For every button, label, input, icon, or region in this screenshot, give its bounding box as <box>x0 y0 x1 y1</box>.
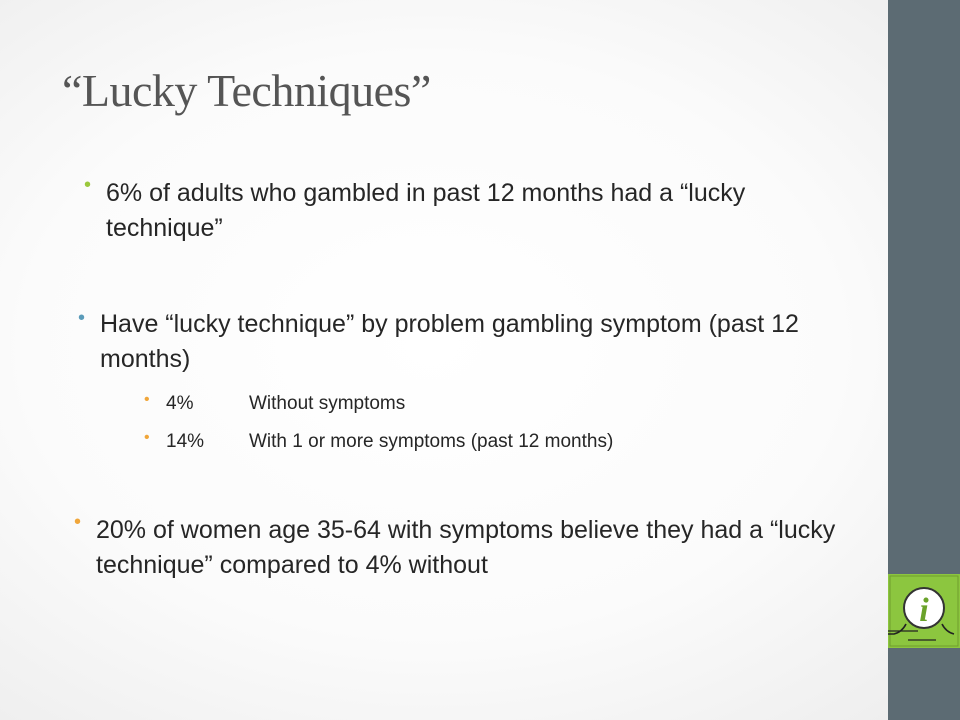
sub-bullet-percent: 4% <box>166 393 194 414</box>
bullet-dot: • <box>84 174 92 196</box>
bullet-text: Have “lucky technique” by problem gambling symptom (past 12 months) <box>100 310 799 373</box>
sub-bullet-dot: • <box>144 429 150 446</box>
sub-bullet-label: With 1 or more symptoms (past 12 months) <box>249 431 614 452</box>
bullet-item-by-symptom <box>78 307 840 377</box>
bullet-item-women-35-64 <box>74 511 856 583</box>
sub-bullet-without-symptoms <box>144 391 406 415</box>
info-icon-graphic <box>888 574 960 648</box>
bullet-text: 20% of women age 35-64 with symptoms believe they had a “lucky technique” compared to 4% without <box>96 516 836 579</box>
sub-bullet-with-symptoms <box>144 429 614 453</box>
sub-bullet-label: Without symptoms <box>249 393 406 414</box>
sub-bullet-percent: 14% <box>166 431 205 452</box>
bullet-dot: • <box>78 307 86 329</box>
info-icon[interactable] <box>888 574 960 648</box>
info-icon-glyph: i <box>919 592 929 629</box>
slide-title: “Lucky Techniques” <box>62 65 431 116</box>
sub-bullet-dot: • <box>144 391 150 408</box>
bullet-text: 6% of adults who gambled in past 12 months had a “lucky technique” <box>106 179 746 242</box>
bullet-item-adults-lucky-technique <box>84 174 796 246</box>
bullet-dot: • <box>74 511 82 533</box>
